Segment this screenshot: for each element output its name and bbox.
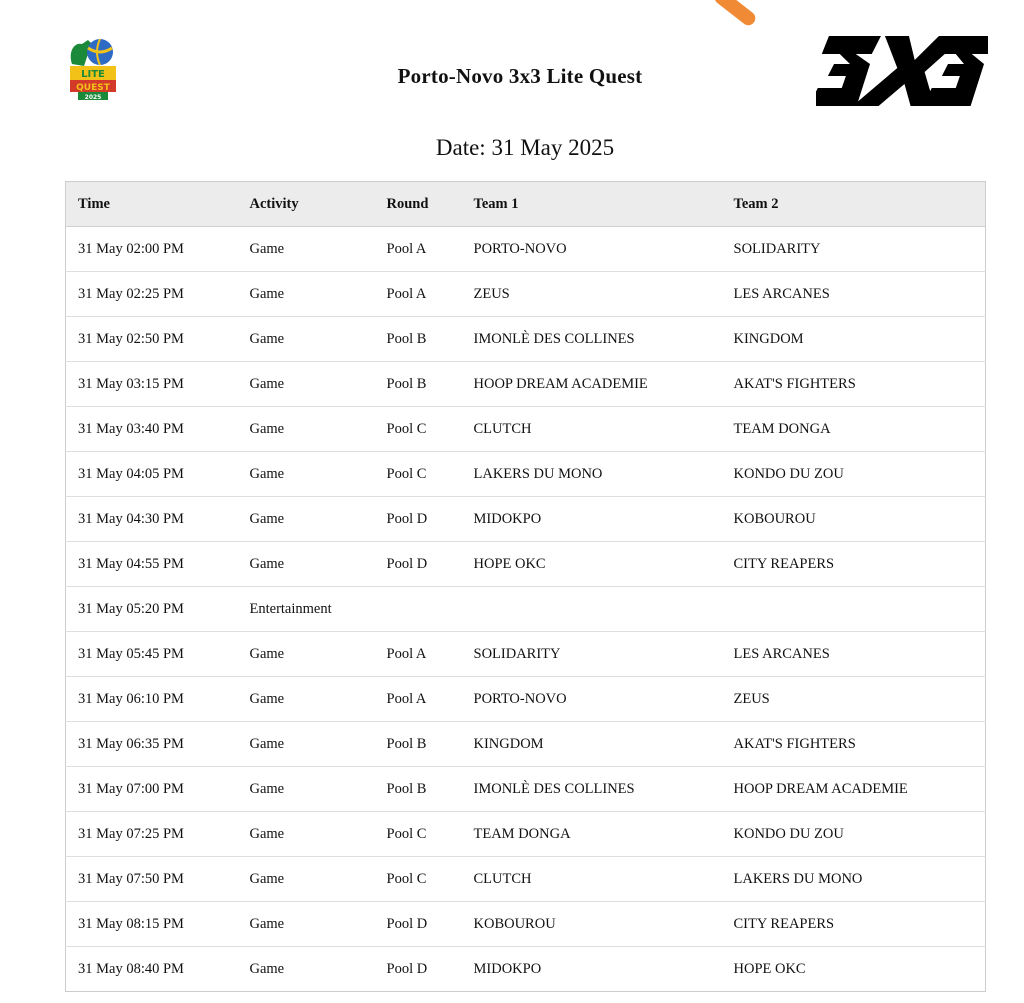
cell-round: Pool B: [375, 722, 462, 767]
cell-round: Pool D: [375, 497, 462, 542]
cell-time: 31 May 05:20 PM: [66, 587, 238, 632]
svg-text:LITE: LITE: [81, 69, 105, 80]
column-header-team1: Team 1: [462, 182, 722, 227]
cell-team2: SOLIDARITY: [722, 227, 986, 272]
cell-round: Pool B: [375, 317, 462, 362]
cell-team1: MIDOKPO: [462, 497, 722, 542]
table-row: [66, 767, 986, 812]
cell-activity: Game: [238, 902, 375, 947]
table-row: [66, 227, 986, 272]
column-header-round: Round: [375, 182, 462, 227]
schedule-body: [66, 227, 986, 992]
cell-team2: LES ARCANES: [722, 632, 986, 677]
cell-activity: Game: [238, 317, 375, 362]
column-header-activity: Activity: [238, 182, 375, 227]
cell-team1: SOLIDARITY: [462, 632, 722, 677]
cell-time: 31 May 06:10 PM: [66, 677, 238, 722]
cell-team2: AKAT'S FIGHTERS: [722, 362, 986, 407]
cell-round: Pool A: [375, 227, 462, 272]
cell-round: Pool A: [375, 632, 462, 677]
cell-team1: IMONLÈ DES COLLINES: [462, 767, 722, 812]
cell-team1: PORTO-NOVO: [462, 227, 722, 272]
cell-team1: LAKERS DU MONO: [462, 452, 722, 497]
cell-activity: Game: [238, 857, 375, 902]
cell-team1: KOBOUROU: [462, 902, 722, 947]
cell-team2: KONDO DU ZOU: [722, 812, 986, 857]
cell-activity: Game: [238, 542, 375, 587]
fiba-3x3-logo-icon: [816, 30, 988, 110]
table-row: [66, 497, 986, 542]
cell-round: Pool C: [375, 452, 462, 497]
cell-activity: Game: [238, 722, 375, 767]
cell-team2: TEAM DONGA: [722, 407, 986, 452]
cell-team2: ZEUS: [722, 677, 986, 722]
svg-text:2025: 2025: [84, 94, 102, 101]
cell-team1: IMONLÈ DES COLLINES: [462, 317, 722, 362]
table-row: [66, 542, 986, 587]
cell-team1: ZEUS: [462, 272, 722, 317]
table-row: [66, 317, 986, 362]
cell-round: Pool D: [375, 542, 462, 587]
table-row: [66, 272, 986, 317]
cell-time: 31 May 08:15 PM: [66, 902, 238, 947]
cell-activity: Entertainment: [238, 587, 375, 632]
cell-time: 31 May 03:15 PM: [66, 362, 238, 407]
cell-team2: AKAT'S FIGHTERS: [722, 722, 986, 767]
cell-team1: CLUTCH: [462, 407, 722, 452]
column-header-team2: Team 2: [722, 182, 986, 227]
table-row: [66, 407, 986, 452]
svg-text:QUEST: QUEST: [76, 83, 110, 93]
cell-activity: Game: [238, 677, 375, 722]
cell-time: 31 May 07:50 PM: [66, 857, 238, 902]
table-row: [66, 902, 986, 947]
cell-team2: LES ARCANES: [722, 272, 986, 317]
cell-team1: HOPE OKC: [462, 542, 722, 587]
schedule-table: [65, 181, 986, 992]
cell-team1: PORTO-NOVO: [462, 677, 722, 722]
table-row: [66, 857, 986, 902]
cell-time: 31 May 06:35 PM: [66, 722, 238, 767]
cell-time: 31 May 07:25 PM: [66, 812, 238, 857]
table-row: [66, 947, 986, 992]
table-row: [66, 587, 986, 632]
cell-time: 31 May 08:40 PM: [78, 960, 184, 977]
cell-activity: Game: [238, 452, 375, 497]
cell-team2: CITY REAPERS: [722, 542, 986, 587]
table-row: [66, 632, 986, 677]
cell-activity: Game: [238, 272, 375, 317]
cell-team1: HOOP DREAM ACADEMIE: [462, 362, 722, 407]
table-row: [66, 452, 986, 497]
cell-time: 31 May 02:50 PM: [66, 317, 238, 362]
table-row: [66, 812, 986, 857]
cell-team2: KOBOUROU: [722, 497, 986, 542]
cell-activity: Game: [238, 767, 375, 812]
cell-round: Pool D: [375, 902, 462, 947]
cell-time: 31 May 07:00 PM: [66, 767, 238, 812]
cell-time: 31 May 04:05 PM: [66, 452, 238, 497]
cell-time: 31 May 02:00 PM: [66, 227, 238, 272]
cell-team2: HOPE OKC: [733, 960, 806, 977]
cell-activity: Game: [249, 960, 285, 977]
cell-team1: KINGDOM: [462, 722, 722, 767]
cell-activity: Game: [238, 362, 375, 407]
cell-time: 31 May 04:55 PM: [66, 542, 238, 587]
cell-time: 31 May 05:45 PM: [66, 632, 238, 677]
cell-time: 31 May 03:40 PM: [66, 407, 238, 452]
lite-quest-logo-icon: [64, 36, 122, 104]
cell-round: Pool B: [375, 362, 462, 407]
cell-activity: Game: [238, 407, 375, 452]
cell-team2: LAKERS DU MONO: [722, 857, 986, 902]
table-row: [66, 362, 986, 407]
cell-round: Pool B: [375, 767, 462, 812]
cell-team1: MIDOKPO: [473, 960, 542, 977]
cell-round: Pool A: [375, 272, 462, 317]
cell-round: Pool A: [375, 677, 462, 722]
cell-time: 31 May 02:25 PM: [66, 272, 238, 317]
cell-team1: TEAM DONGA: [462, 812, 722, 857]
cell-round: Pool C: [375, 812, 462, 857]
cell-team2: HOOP DREAM ACADEMIE: [722, 767, 986, 812]
cell-round: Pool C: [375, 857, 462, 902]
cell-round: [375, 587, 462, 632]
cell-activity: Game: [238, 497, 375, 542]
orange-corner-mark: [712, 0, 758, 28]
cell-team2: KINGDOM: [722, 317, 986, 362]
cell-activity: Game: [238, 632, 375, 677]
cell-team1: CLUTCH: [462, 857, 722, 902]
schedule-date: Date: 31 May 2025: [435, 135, 615, 160]
table-row: [66, 722, 986, 767]
cell-activity: Game: [238, 812, 375, 857]
cell-time: 31 May 04:30 PM: [66, 497, 238, 542]
cell-team1: [462, 587, 722, 632]
cell-round: Pool C: [375, 407, 462, 452]
column-header-time: Time: [66, 182, 238, 227]
page-title: Porto-Novo 3x3 Lite Quest: [397, 64, 643, 88]
table-header-row: [66, 182, 986, 227]
cell-team2: [722, 587, 986, 632]
cell-round: Pool D: [386, 960, 428, 977]
cell-team2: CITY REAPERS: [722, 902, 986, 947]
table-row: [66, 677, 986, 722]
cell-activity: Game: [238, 227, 375, 272]
cell-team2: KONDO DU ZOU: [722, 452, 986, 497]
